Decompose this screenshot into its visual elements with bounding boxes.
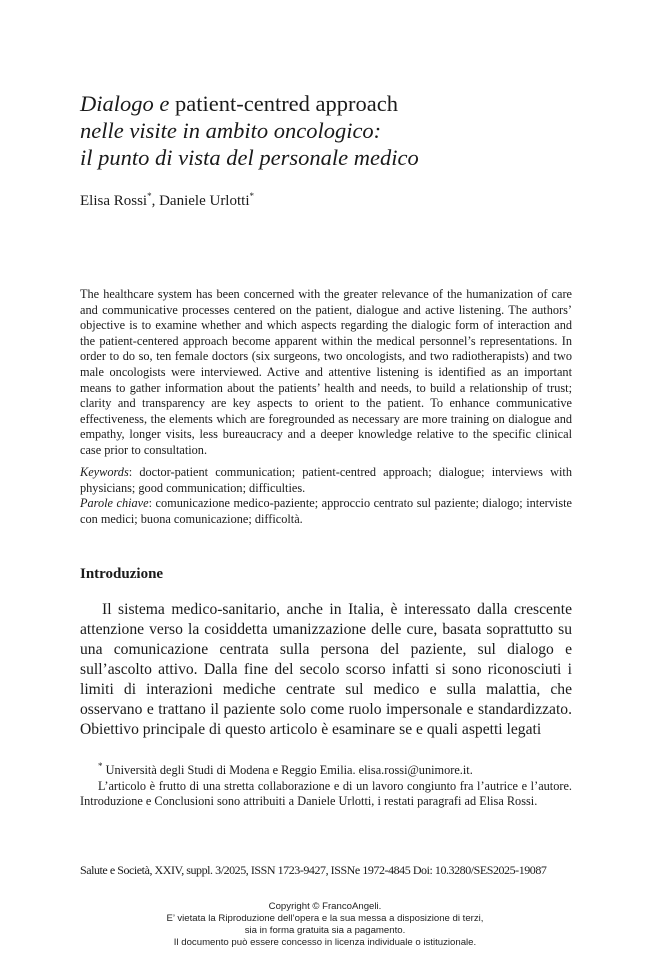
abstract: The healthcare system has been concerned with the greater relevance of the humanization of care and communicative processes centered on the patient, dialogue and active listening. The authors’ objective is to examine whether and which aspects regarding the dialogic form of interaction and the patient-centered approach become apparent within the medical personnel’s representations. In order to do so, ten female doctors (six surgeons, two oncologists, and two radiotherapists) and two male oncologists were interviewed. Active and attentive listening is identified as an important means to gather information about the patients’ health and needs, to build a relationship of trust; clarity and transparency are key aspects to orient to the patient. To enhance communicative effectiveness, the elements which are foregrounded as necessary are more training on dialogue and empathy, longer visits, less bureaucracy and a deeper knowledge relative to the specific clinical case prior to consultation. xyxy=(80,287,572,457)
footnote-marker: * xyxy=(147,191,152,201)
author-name: Daniele Urlotti xyxy=(159,193,250,209)
copyright-notice xyxy=(0,901,650,949)
copyright-line: Il documento può essere concesso in licenza individuale o istituzionale. xyxy=(173,937,477,948)
keywords-label: Keywords xyxy=(80,465,129,479)
affiliation-text: Università degli Studi di Modena e Reggio Emilia. elisa.rossi@unimore.it. xyxy=(102,763,473,777)
copyright-line: E’ vietata la Riproduzione dell’opera e la sua messa a disposizione di terzi, xyxy=(166,913,484,924)
article-title xyxy=(80,90,580,171)
copyright-line: sia in forma gratuita sia a pagamento. xyxy=(244,925,406,936)
keywords-en xyxy=(80,465,572,496)
keywords-block xyxy=(80,465,572,527)
keywords-text: : doctor-patient communication; patient-centred approach; dialogue; interviews with physicians; good communication; difficulties. xyxy=(80,465,572,495)
footnote-affiliation xyxy=(80,760,572,779)
footnote-marker: * xyxy=(249,191,254,201)
title-regular-part: patient-centred approach xyxy=(169,91,399,116)
footnote xyxy=(80,760,572,810)
title-line-2: nelle visite in ambito oncologico: xyxy=(80,118,382,143)
footnote-note: L’articolo è frutto di una stretta collaborazione e di un lavoro congiunto fra l’autrice e l’autore. Introduzione e Conclusioni sono attribuiti a Daniele Urlotti, i restati paragrafi ad Elisa Rossi. xyxy=(80,778,572,809)
keywords-it xyxy=(80,496,572,527)
parole-chiave-text: : comunicazione medico-paziente; approccio centrato sul paziente; dialogo; interviste con medici; buona comunicazione; difficoltà. xyxy=(80,496,572,526)
author-separator: , xyxy=(151,193,160,209)
body-paragraph: Il sistema medico-sanitario, anche in Italia, è interessato dalla crescente attenzione verso la cosiddetta umanizzazione delle cure, basata soprattutto su una comunicazione centrata sulla persona del paziente, sul dialogo e sull’ascolto attivo. Dalla fine del secolo scorso infatti si sono riconosciuti i limiti di interazioni mediche centrate sul medico e sulla malattia, che osservano e trattano il paziente solo come ruolo impersonale e standardizzato. Obiettivo principale di questo articolo è esaminare se e quali aspetti legati xyxy=(80,601,572,738)
title-line-3: il punto di vista del personale medico xyxy=(80,145,419,170)
author-list xyxy=(80,192,254,210)
journal-citation: Salute e Società, XXIV, suppl. 3/2025, ISSN 1723-9427, ISSNe 1972-4845 Doi: 10.3280/SES2025-19087 xyxy=(80,863,547,877)
parole-chiave-label: Parole chiave xyxy=(80,496,149,511)
author-name: Elisa Rossi xyxy=(80,193,148,209)
title-italic-part: Dialogo e xyxy=(80,91,170,116)
title-line-1 xyxy=(80,90,580,117)
section-heading: Introduzione xyxy=(80,566,164,582)
footnote-marker: * xyxy=(98,760,103,771)
copyright-line: Copyright © FrancoAngeli. xyxy=(268,901,382,912)
